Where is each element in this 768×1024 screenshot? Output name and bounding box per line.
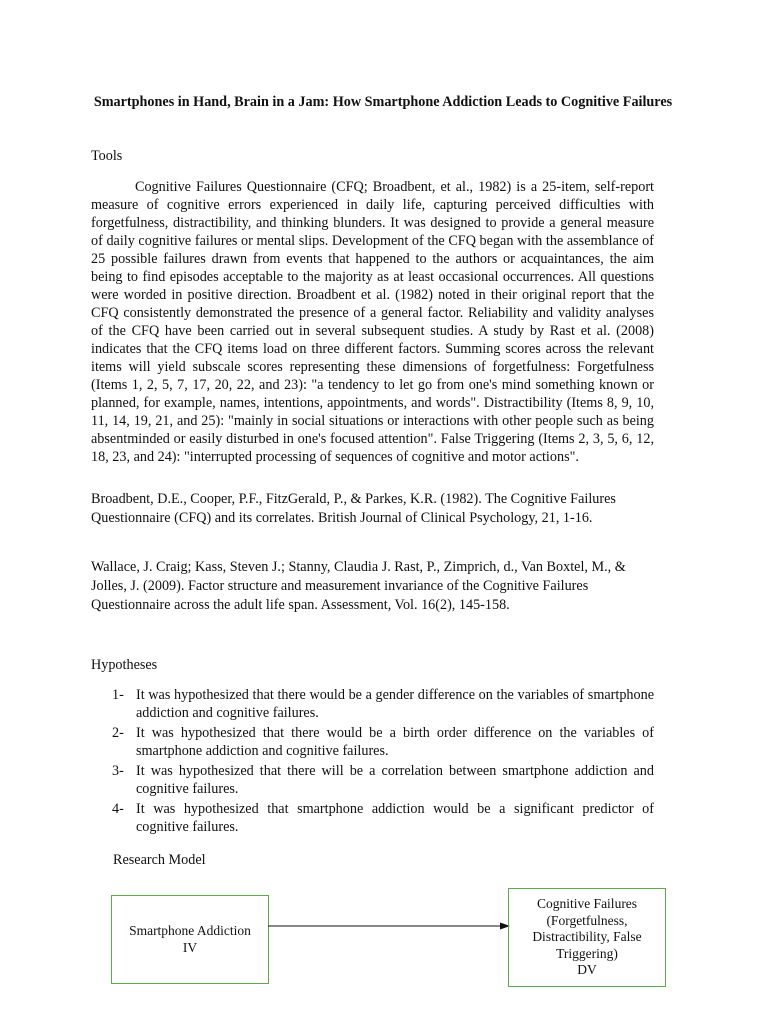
dv-box-sub-3: Triggering) xyxy=(556,945,618,961)
hypothesis-number: 2- xyxy=(112,725,124,741)
dv-box-tag: DV xyxy=(577,962,597,978)
hypotheses-list xyxy=(112,686,654,838)
hypothesis-item xyxy=(112,724,654,760)
reference-wallace: Wallace, J. Craig; Kass, Steven J.; Stanny, Claudia J. Rast, P., Zimprich, d., Van Boxtel, M., & Jolles, J. (2009). Factor structure and measurement invariance of the Cognitive Failures Questionnaire across the adult life span. Assessment, Vol. 16(2), 145-158. xyxy=(91,559,626,613)
iv-box xyxy=(111,895,269,984)
hypothesis-text: It was hypothesized that there would be a gender difference on the variables of smartphone addiction and cognitive failures. xyxy=(136,687,654,721)
hypothesis-item xyxy=(112,686,654,722)
hypothesis-item xyxy=(112,762,654,798)
hypotheses-heading: Hypotheses xyxy=(91,657,158,673)
tools-heading: Tools xyxy=(91,148,123,164)
hypothesis-number: 3- xyxy=(112,763,124,779)
model-arrow xyxy=(268,918,510,934)
hypothesis-text: It was hypothesized that there will be a correlation between smartphone addiction and cognitive failures. xyxy=(136,763,654,797)
hypothesis-text: It was hypothesized that there would be a birth order difference on the variables of smartphone addiction and cognitive failures. xyxy=(136,725,654,759)
tools-paragraph: Cognitive Failures Questionnaire (CFQ; Broadbent, et al., 1982) is a 25-item, self-report measure of cognitive errors experienced in daily life, capturing perceived difficulties with forgetfulness, distractibility, and thinking blunders. It was designed to provide a general measure of daily cognitive failures or mental slips. Development of the CFQ began with the assemblance of 25 possible failures drawn from events that happened to the authors or acquaintances, the aim being to find episodes acceptable to the majority as at least occasional occurrences. All questions were worded in positive direction. Broadbent et al. (1982) noted in their original report that the CFQ consistently demonstrated the presence of a general factor. Reliability and validity analyses of the CFQ have been carried out in several subsequent studies. A study by Rast et al. (2008) indicates that the CFQ items load on three different factors. Summing scores across the relevant items will yield subscale scores representing these dimensions of forgetfulness: Forgetfulness (Items 1, 2, 5, 7, 17, 20, 22, and 23): "a tendency to let go from one's mind something known or planned, for example, names, intentions, appointments, and words". Distractibility (Items 8, 9, 10, 11, 14, 19, 21, and 25): "mainly in social situations or interactions with other people such as being absentminded or easily disturbed in one's focused attention". False Triggering (Items 2, 3, 5, 6, 12, 18, 23, and 24): "interrupted processing of sequences of cognitive and motor actions". xyxy=(91,179,654,465)
hypothesis-number: 1- xyxy=(112,687,124,703)
dv-box-label: Cognitive Failures xyxy=(536,896,638,912)
iv-box-tag: IV xyxy=(182,939,198,955)
research-model-label: Research Model xyxy=(113,852,206,868)
dv-box-sub-1: (Forgetfulness, xyxy=(546,912,628,928)
hypothesis-number: 4- xyxy=(112,801,124,817)
hypothesis-text: It was hypothesized that smartphone addiction would be a significant predictor of cognitive failures. xyxy=(136,801,654,835)
dv-box-sub-2: Distractibility, False xyxy=(532,929,642,945)
document-title: Smartphones in Hand, Brain in a Jam: How Smartphone Addiction Leads to Cognitive Failures xyxy=(93,94,673,110)
iv-box-label: Smartphone Addiction xyxy=(129,923,251,938)
hypothesis-item xyxy=(112,800,654,836)
dv-box xyxy=(508,888,666,987)
reference-broadbent: Broadbent, D.E., Cooper, P.F., FitzGerald, P., & Parkes, K.R. (1982). The Cognitive Failures Questionnaire (CFQ) and its correlates. British Journal of Clinical Psychology, 21, 1-16. xyxy=(91,491,616,526)
